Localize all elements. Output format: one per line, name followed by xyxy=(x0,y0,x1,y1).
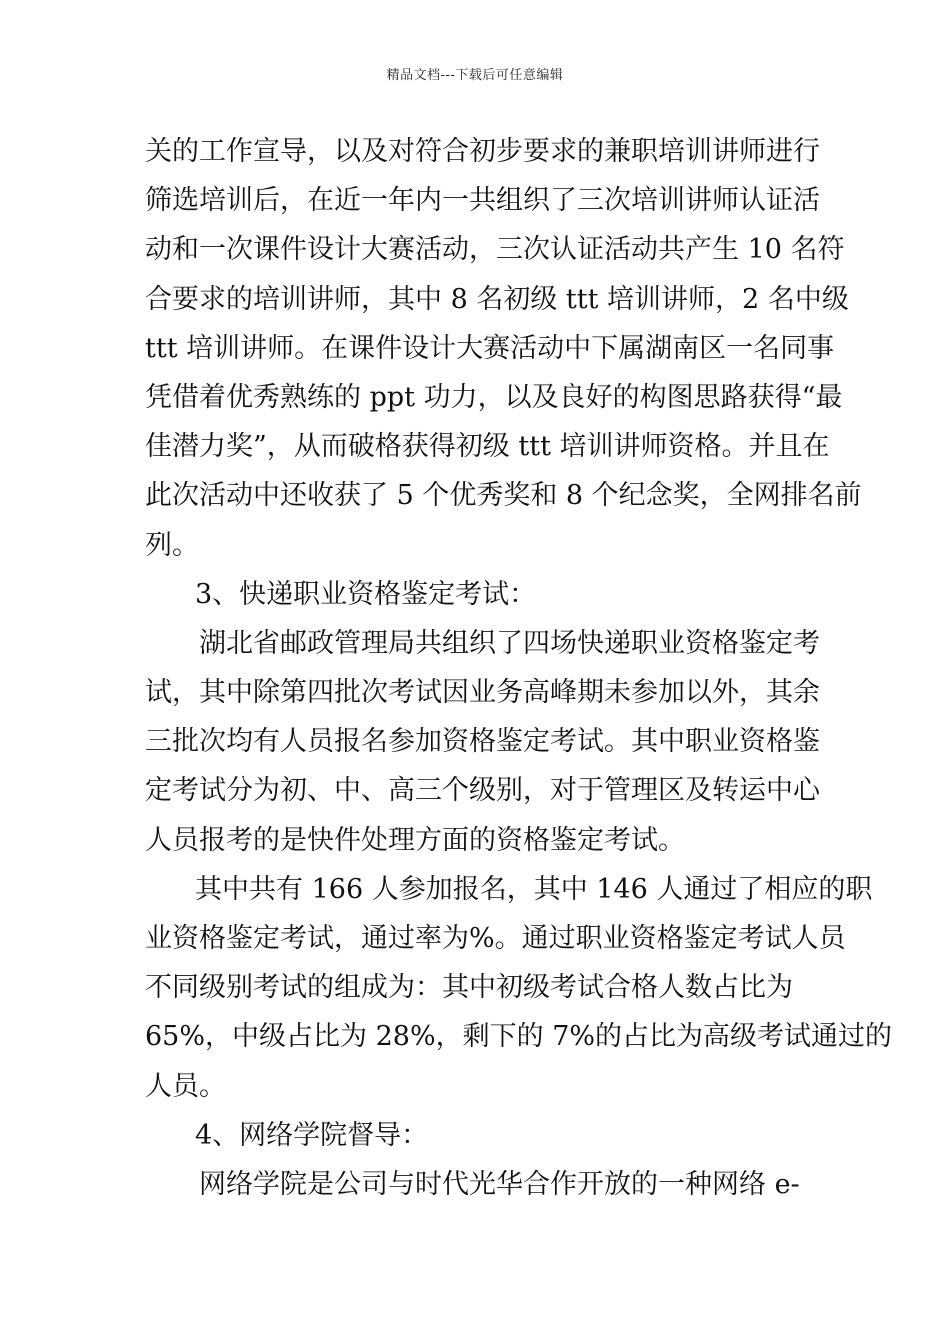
text-line: 4、网络学院督导： xyxy=(195,1119,429,1151)
text-line: 3、快递职业资格鉴定考试： xyxy=(195,578,537,610)
text-line: 业资格鉴定考试，通过率为%。通过职业资格鉴定考试人员 xyxy=(145,923,846,954)
text-line: 列。 xyxy=(145,529,199,561)
text-line: 定考试分为初、中、高三个级别，对于管理区及转运中心 xyxy=(145,775,820,807)
document-body xyxy=(145,127,893,1209)
text-line: 湖北省邮政管理局共组织了四场快递职业资格鉴定考 xyxy=(199,627,820,659)
text-line: 关的工作宣导，以及对符合初步要求的兼职培训讲师进行 xyxy=(145,136,820,167)
text-line: 其中共有 166 人参加报名，其中 146 人通过了相应的职 xyxy=(195,873,873,905)
text-line: ttt 培训讲师。在课件设计大赛活动中下属湖南区一名同事 xyxy=(145,332,835,364)
text-line: 65%，中级占比为 28%，剩下的 7%的占比为高级考试通过的 xyxy=(145,1021,893,1053)
text-line: 佳潜力奖”，从而破格获得初级 ttt 培训讲师资格。并且在 xyxy=(145,431,830,463)
text-line: 筛选培训后，在近一年内一共组织了三次培训讲师认证活 xyxy=(145,185,820,217)
text-line: 网络学院是公司与时代光华合作开放的一种网络 e- xyxy=(199,1168,800,1200)
text-line: 人员报考的是快件处理方面的资格鉴定考试。 xyxy=(145,824,685,856)
text-line: 合要求的培训讲师，其中 8 名初级 ttt 培训讲师，2 名中级 xyxy=(145,283,849,315)
text-line: 三批次均有人员报名参加资格鉴定考试。其中职业资格鉴 xyxy=(145,726,820,758)
page-header: 精品文档---下载后可任意编辑 xyxy=(386,68,564,83)
text-line: 不同级别考试的组成为：其中初级考试合格人数占比为 xyxy=(145,972,793,1004)
text-line: 动和一次课件设计大赛活动，三次认证活动共产生 10 名符 xyxy=(145,234,845,266)
text-line: 人员。 xyxy=(145,1070,226,1102)
text-line: 此次活动中还收获了 5 个优秀奖和 8 个纪念奖，全网排名前 xyxy=(145,480,862,512)
text-line: 凭借着优秀熟练的 ppt 功力，以及良好的构图思路获得“最 xyxy=(145,381,843,413)
text-line: 试，其中除第四批次考试因业务高峰期未参加以外，其余 xyxy=(145,677,820,709)
